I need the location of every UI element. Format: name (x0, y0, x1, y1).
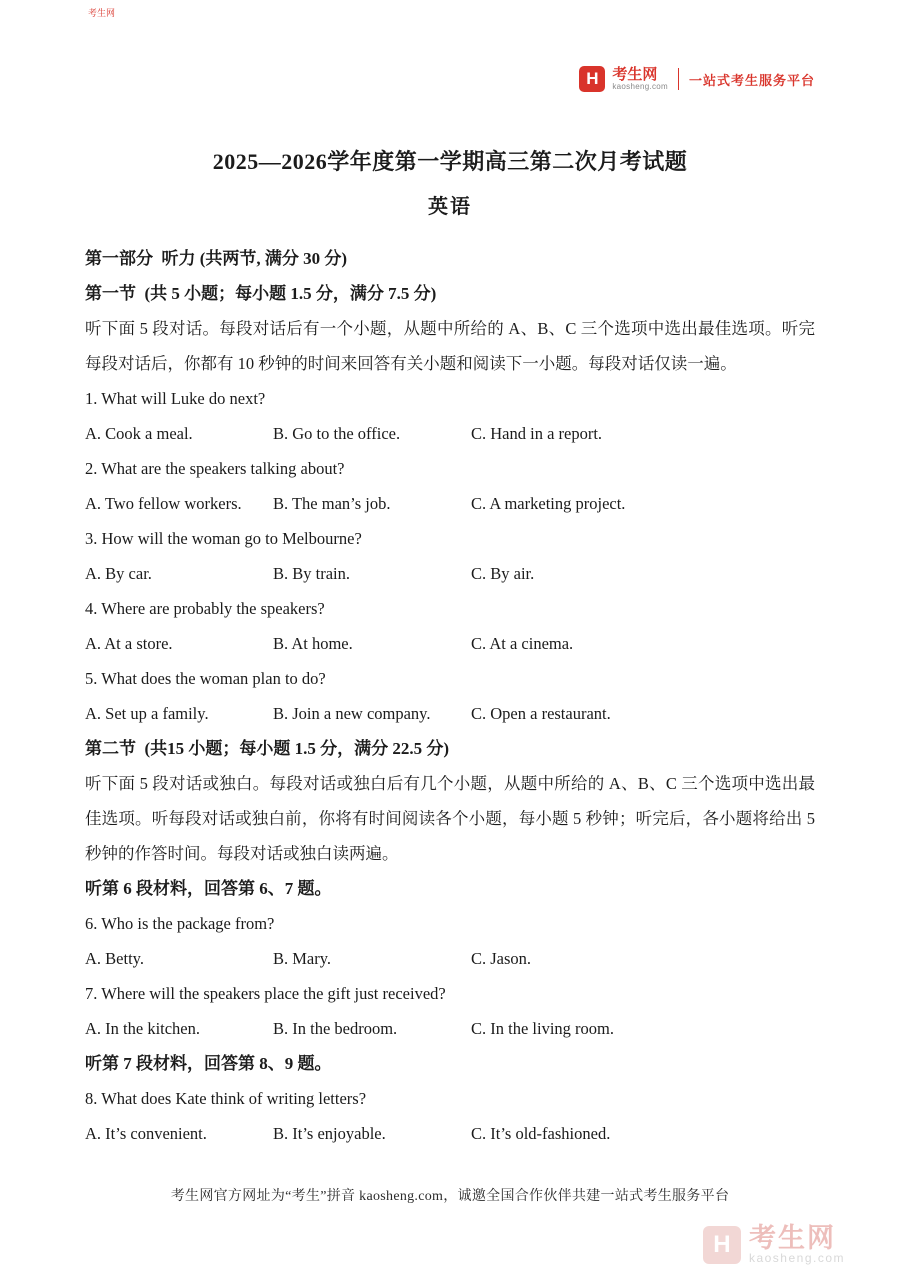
document-body (85, 145, 820, 1151)
brand-name: 考生网 (612, 65, 658, 83)
brand-text-stack (612, 67, 668, 91)
question-text: 2. What are the speakers talking about? (85, 459, 345, 478)
brand-tagline: 一站式考生服务平台 (688, 72, 815, 88)
option-B: B. At home. (273, 634, 353, 653)
option-C: C. At a cinema. (471, 634, 574, 653)
option-B: B. Mary. (273, 949, 332, 968)
options-row (85, 696, 815, 731)
section-heading: 第一部分 听力 (共两节, 满分 30 分) (85, 249, 348, 268)
options-row (85, 556, 815, 591)
question-text: 8. What does Kate think of writing letters? (85, 1089, 367, 1108)
option-C: C. Hand in a report. (471, 424, 603, 443)
page-subtitle: 英语 (428, 196, 472, 218)
kaosheng-logo-icon: H (579, 66, 605, 92)
option-A: A. In the kitchen. (85, 1019, 201, 1038)
watermark-text-stack (749, 1224, 845, 1265)
watermark-brand: 考生网 (748, 1223, 836, 1254)
options-row (85, 941, 815, 976)
section-heading: 第二节 (共15 小题；每小题 1.5 分，满分 22.5 分) (85, 739, 450, 758)
options-row (85, 486, 815, 521)
question-text: 3. How will the woman go to Melbourne? (85, 529, 362, 548)
option-B: B. Join a new company. (273, 704, 431, 723)
corner-watermark: 考生网 (88, 8, 116, 18)
question-text: 1. What will Luke do next? (85, 389, 266, 408)
option-C: C. Jason. (471, 949, 532, 968)
option-B: B. Go to the office. (273, 424, 401, 443)
option-B: B. It’s enjoyable. (273, 1124, 386, 1143)
option-B: B. In the bedroom. (273, 1019, 398, 1038)
brand-domain: kaosheng.com (612, 81, 668, 91)
header-divider (678, 68, 679, 90)
kaosheng-brand-header (579, 66, 815, 92)
instructions-paragraph: 听下面 5 段对话。每段对话后有一个小题，从题中所给的 A、B、C 三个选项中选出最佳选项。听完每段对话后，你都有 10 秒钟的时间来回答有关小题和阅读下一小题。每段对话仅读一遍。 (85, 319, 815, 373)
option-A: A. Set up a family. (85, 704, 209, 723)
section-heading: 听第 7 段材料，回答第 8、9 题。 (85, 1054, 332, 1073)
option-C: C. In the living room. (471, 1019, 614, 1038)
options-row (85, 416, 815, 451)
option-A: A. Betty. (85, 949, 144, 968)
option-A: A. By car. (85, 564, 152, 583)
option-A: A. At a store. (85, 634, 173, 653)
option-A: A. It’s convenient. (85, 1124, 207, 1143)
watermark-domain: kaosheng.com (748, 1251, 845, 1266)
section-heading: 第一节 (共 5 小题；每小题 1.5 分，满分 7.5 分) (85, 284, 437, 303)
option-C: C. It’s old-fashioned. (471, 1124, 611, 1143)
option-C: C. Open a restaurant. (471, 704, 611, 723)
exam-content (85, 241, 820, 1151)
footer-note: 考生网官方网址为“考生”拼音 kaosheng.com，诚邀全国合作伙伴共建一站式考生服务平台 (170, 1189, 730, 1204)
section-heading: 听第 6 段材料，回答第 6、7 题。 (85, 879, 332, 898)
option-C: C. A marketing project. (471, 494, 626, 513)
option-A: A. Two fellow workers. (85, 494, 242, 513)
question-text: 5. What does the woman plan to do? (85, 669, 326, 688)
option-A: A. Cook a meal. (85, 424, 193, 443)
instructions-paragraph: 听下面 5 段对话或独白。每段对话或独白后有几个小题，从题中所给的 A、B、C 三个选项中选出最佳选项。听每段对话或独白前，你将有时间阅读各个小题，每小题 5 秒钟；听完后，各小题将给出 5 秒钟的作答时间。每段对话或独白读两遍。 (85, 774, 820, 863)
options-row (85, 1011, 815, 1046)
options-row (85, 1116, 815, 1151)
option-B: B. By train. (273, 564, 350, 583)
options-row (85, 626, 815, 661)
option-B: B. The man’s job. (273, 494, 391, 513)
option-C: C. By air. (471, 564, 535, 583)
kaosheng-watermark (703, 1224, 845, 1265)
kaosheng-watermark-icon: H (703, 1226, 741, 1264)
question-text: 4. Where are probably the speakers? (85, 599, 325, 618)
page-title: 2025—2026学年度第一学期高三第二次月考试题 (212, 149, 688, 174)
question-text: 7. Where will the speakers place the gift just received? (85, 984, 446, 1003)
question-text: 6. Who is the package from? (85, 914, 275, 933)
